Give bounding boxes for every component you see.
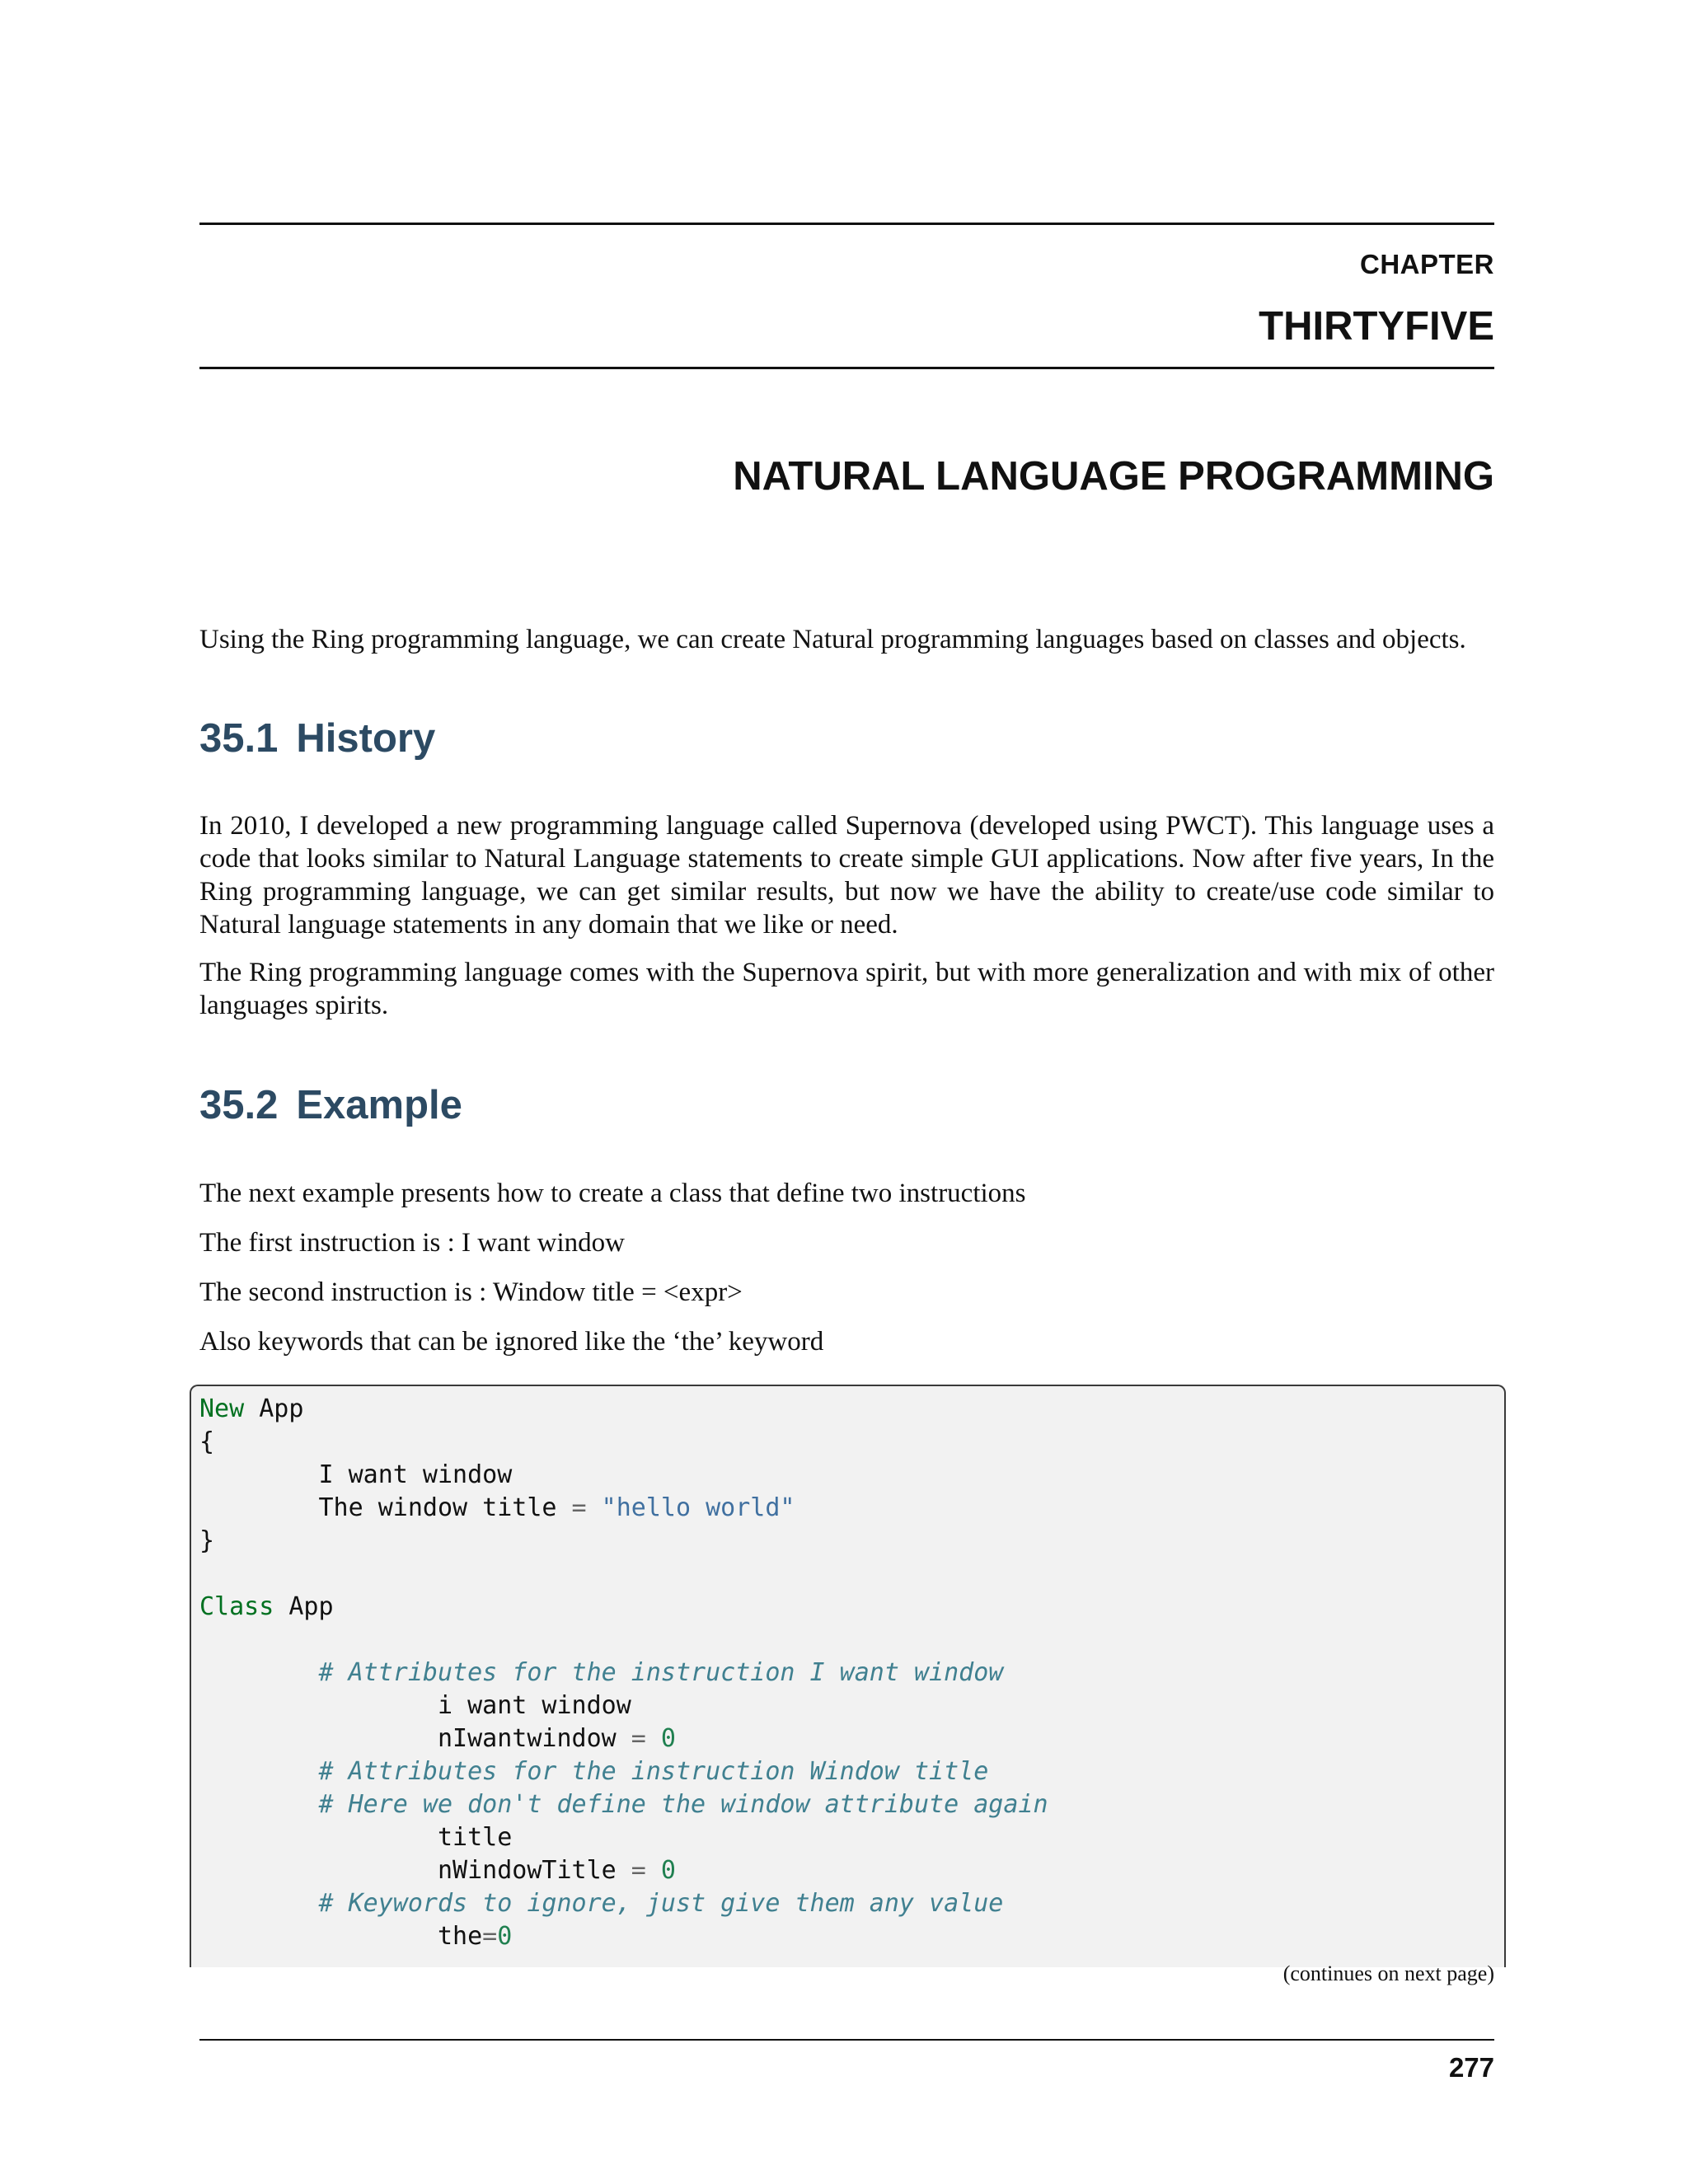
section-title: History [296, 716, 436, 761]
code-token: = [631, 1724, 646, 1753]
code-line [199, 1755, 1048, 1788]
code-line [199, 1657, 1048, 1690]
code-token [199, 1658, 319, 1687]
example-paragraph-4: Also keywords that can be ignored like the ‘the’ keyword [199, 1327, 824, 1357]
chapter-number: THIRTYFIVE [1259, 304, 1494, 349]
code-line [199, 1525, 1048, 1558]
section-number: 35.1 [199, 716, 279, 761]
footer-rule [199, 2039, 1494, 2041]
history-paragraph-1: In 2010, I developed a new programming language called Supernova (developed using PWCT). This language uses a code that looks similar to Natural Language statements to create simple GUI applications. Now after five years, In the Ring programming language, we can get similar results, but now we have the ability to create/use code similar to Natural language statements in any domain that we like or need. [199, 811, 1494, 940]
history-paragraph-2: The Ring programming language comes with the Supernova spirit, but with more generalization and with mix of other languages spirits. [199, 958, 1494, 1020]
code-token: # Attributes for the instruction I want window [318, 1658, 1004, 1687]
chapter-label: CHAPTER [1359, 249, 1494, 279]
code-line [199, 1722, 1048, 1755]
chapter-bottom-rule [199, 367, 1494, 369]
code-line [199, 1920, 1048, 1953]
code-token: 0 [660, 1724, 676, 1753]
code-line [199, 1393, 1048, 1426]
code-line [199, 1788, 1048, 1821]
code-line [199, 1492, 1048, 1525]
code-token: App [274, 1592, 334, 1621]
example-paragraph-1: The next example presents how to create a class that define two instructions [199, 1179, 1026, 1208]
code-token: New [199, 1394, 245, 1423]
intro-paragraph: Using the Ring programming language, we can create Natural programming languages based on classes and objects. [199, 625, 1466, 654]
code-token [646, 1856, 661, 1885]
page-number: 277 [1448, 2052, 1494, 2083]
code-line [199, 1558, 1048, 1591]
code-token [199, 1757, 319, 1786]
code-line [199, 1591, 1048, 1624]
code-line [199, 1854, 1048, 1887]
code-line [199, 1821, 1048, 1854]
section-title: Example [296, 1083, 462, 1127]
code-line [199, 1624, 1048, 1657]
example-paragraph-2: The first instruction is : I want window [199, 1228, 626, 1258]
code-block [190, 1385, 1506, 1967]
code-token [199, 1790, 319, 1819]
code-token: = [631, 1856, 646, 1885]
code-line [199, 1459, 1048, 1492]
code-token: title [199, 1823, 513, 1852]
example-paragraph-3: The second instruction is : Window title = <expr> [199, 1277, 743, 1307]
code-token: I want window [199, 1460, 513, 1489]
section-number: 35.2 [199, 1083, 279, 1127]
code-token: # Keywords to ignore, just give them any value [318, 1889, 1004, 1918]
code-token: 0 [660, 1856, 676, 1885]
code-token: Class [199, 1592, 274, 1621]
code-line [199, 1690, 1048, 1722]
section-heading-example [199, 1082, 462, 1128]
code-lines [199, 1393, 1048, 1953]
code-token: # Attributes for the instruction Window title [318, 1757, 989, 1786]
code-token: The window title [199, 1493, 572, 1522]
code-token: the [199, 1922, 483, 1951]
code-token: App [244, 1394, 304, 1423]
code-token: = [571, 1493, 587, 1522]
section-heading-history [199, 715, 435, 762]
chapter-top-rule [199, 223, 1494, 225]
continues-note: (continues on next page) [1282, 1961, 1494, 1985]
chapter-title: NATURAL LANGUAGE PROGRAMMING [733, 454, 1494, 499]
code-token: i want window [199, 1691, 631, 1720]
code-token: { [199, 1427, 215, 1456]
code-token: } [199, 1526, 215, 1555]
code-token [646, 1724, 661, 1753]
code-token [587, 1493, 602, 1522]
code-token: nIwantwindow [199, 1724, 631, 1753]
code-token: 0 [497, 1922, 513, 1951]
code-token: "hello world" [601, 1493, 795, 1522]
code-line [199, 1887, 1048, 1920]
code-token: = [482, 1922, 498, 1951]
code-token [199, 1889, 319, 1918]
code-token: # Here we don't define the window attribute again [318, 1790, 1048, 1819]
code-line [199, 1426, 1048, 1459]
code-token: nWindowTitle [199, 1856, 631, 1885]
